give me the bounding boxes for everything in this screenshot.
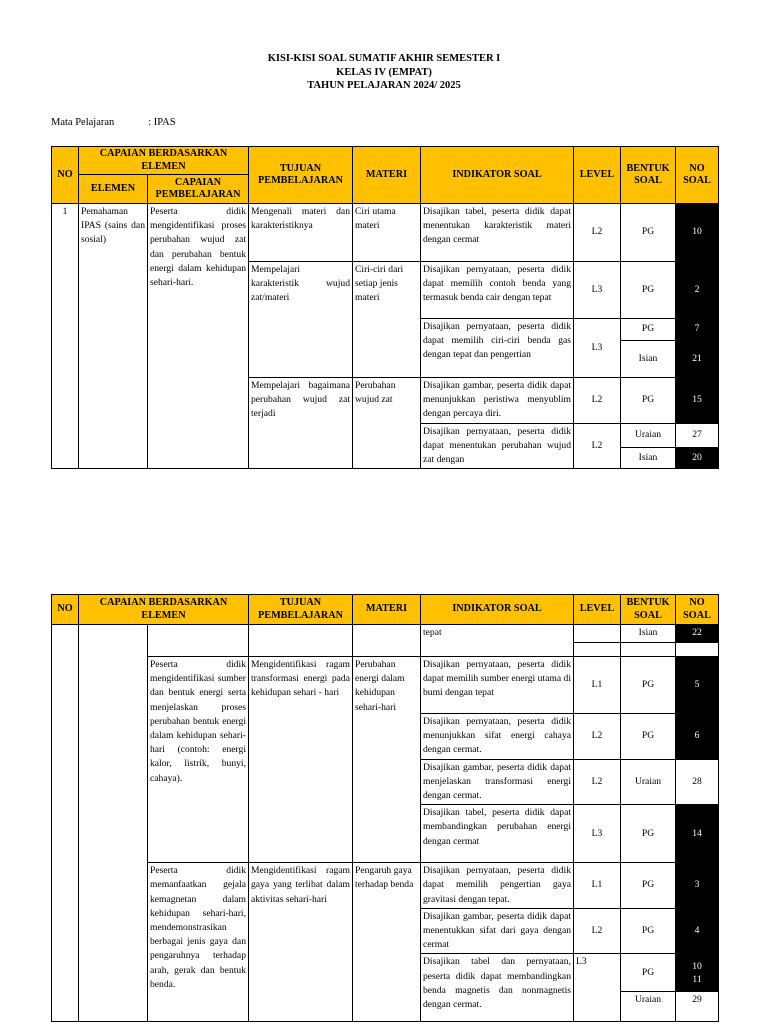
bentuk-cell-empty bbox=[621, 643, 676, 657]
no-soal-cell: 28 bbox=[676, 759, 719, 805]
header-no: NO bbox=[52, 595, 79, 625]
kisi-kisi-table-2 bbox=[51, 594, 719, 1022]
materi-cell: Ciri-ciri dari setiap jenis materi bbox=[353, 262, 421, 378]
no-soal-cell: 10 11 bbox=[676, 954, 719, 992]
bentuk-cell: Uraian bbox=[621, 992, 676, 1022]
indikator-cell: Disajikan gambar, peserta didik dapat menunjukkan peristiwa menyublim dengan percaya diri. bbox=[421, 378, 574, 424]
kisi-kisi-table-1 bbox=[51, 146, 719, 469]
indikator-cell: Disajikan gambar, peserta didik dapat menentukkan sifat dari gaya dengan cermat bbox=[421, 908, 574, 954]
level-cell: L3 bbox=[574, 805, 621, 863]
header-elemen: ELEMEN bbox=[79, 175, 148, 204]
title-line-1: KISI-KISI SOAL SUMATIF AKHIR SEMESTER I bbox=[267, 53, 501, 64]
header-indikator: INDIKATOR SOAL bbox=[421, 147, 574, 204]
no-soal-cell: 3 bbox=[676, 863, 719, 909]
header-no-soal: NO SOAL bbox=[676, 147, 719, 204]
header-no-soal: NO SOAL bbox=[676, 595, 719, 625]
bentuk-cell: PG bbox=[621, 714, 676, 760]
header-capaian: CAPAIAN BERDASARKAN ELEMEN bbox=[79, 147, 249, 175]
indikator-cell: Disajikan pernyataan, peserta didik dapat memilih ciri-ciri benda gas dengan tepat dan pengertian bbox=[421, 319, 574, 378]
indikator-text: Disajikan pernyataan, peserta didik dapat menentukan perubahan wujud zat dengan bbox=[423, 425, 571, 466]
title-line-2: KELAS IV (EMPAT) bbox=[336, 66, 432, 78]
elemen-cell-empty bbox=[79, 625, 148, 1022]
bentuk-cell: PG bbox=[621, 954, 676, 992]
row-number: 1 bbox=[52, 204, 79, 469]
indikator-cell: Disajikan tabel, peserta didik dapat menentukan karakteristik materi dengan cermat bbox=[421, 204, 574, 262]
level-cell: L3 bbox=[574, 319, 621, 378]
tujuan-cell: Mempelajari karakteristik wujud zat/materi bbox=[249, 262, 353, 378]
bentuk-cell: PG bbox=[621, 863, 676, 909]
indikator-cell: Disajikan pernyataan, peserta didik dapat memilih pengertian gaya gravitasi dengan tepat. bbox=[421, 863, 574, 909]
header-bentuk: BENTUK SOAL bbox=[621, 595, 676, 625]
level-cell: L2 bbox=[574, 378, 621, 424]
bentuk-cell: Uraian bbox=[621, 759, 676, 805]
tujuan-cell: Mengidentifikasi ragam gaya yang terlibat dalam aktivitas sehari-hari bbox=[249, 863, 353, 1022]
header-no: NO bbox=[52, 147, 79, 204]
no-soal-cell: 7 bbox=[676, 319, 719, 341]
capaian-cell: Peserta didik mengidentifikasi sumber dan bentuk energi serta menjelaskan proses perubahan bentuk energi dalam kehidupan sehari-hari (contoh: energi kalor, listrik, bunyi, cahaya). bbox=[148, 657, 249, 863]
level-cell: L1 bbox=[574, 657, 621, 714]
header-bentuk: BENTUK SOAL bbox=[621, 147, 676, 204]
header-level: LEVEL bbox=[574, 147, 621, 204]
header-capaian: CAPAIAN BERDASARKAN ELEMEN bbox=[79, 595, 249, 625]
capaian-cell: Peserta didik mengidentifikasi proses perubahan wujud zat dan perubahan bentuk energi dalam kehidupan sehari-hari. bbox=[148, 204, 249, 469]
level-cell-empty bbox=[574, 643, 621, 657]
no-soal-cell: 14 bbox=[676, 805, 719, 863]
level-cell-empty bbox=[574, 625, 621, 643]
tujuan-cell: Mengenali materi dan karakteristiknya bbox=[249, 204, 353, 262]
level-cell: L3 bbox=[574, 262, 621, 319]
level-cell: L2 bbox=[574, 714, 621, 760]
no-soal-cell: 6 bbox=[676, 714, 719, 760]
materi-cell: Perubahan wujud zat bbox=[353, 378, 421, 469]
level-cell: L1 bbox=[574, 863, 621, 909]
bentuk-cell: Isian bbox=[621, 447, 676, 468]
header-indikator: INDIKATOR SOAL bbox=[421, 595, 574, 625]
indikator-cell: Disajikan gambar, peserta didik dapat menjelaskan transformasi energi dengan cermat. bbox=[421, 759, 574, 805]
bentuk-cell: PG bbox=[621, 657, 676, 714]
header-tujuan: TUJUAN PEMBELAJARAN bbox=[249, 147, 353, 204]
level-cell: L2 bbox=[574, 908, 621, 954]
elemen-cell: Pemahaman IPAS (sains dan sosial) bbox=[79, 204, 148, 469]
bentuk-cell: PG bbox=[621, 319, 676, 341]
subject-line bbox=[51, 117, 176, 128]
tujuan-cell-empty bbox=[249, 625, 353, 657]
header-level: LEVEL bbox=[574, 595, 621, 625]
bentuk-cell: PG bbox=[621, 908, 676, 954]
header-tujuan: TUJUAN PEMBELAJARAN bbox=[249, 595, 353, 625]
level-cell: L2 bbox=[574, 423, 621, 468]
subject-label: Mata Pelajaran bbox=[51, 117, 115, 128]
no-soal-cell: 27 bbox=[676, 423, 719, 447]
indikator-cell bbox=[421, 423, 574, 468]
no-soal-cell: 20 bbox=[676, 447, 719, 468]
document-title bbox=[0, 52, 768, 93]
indikator-cell: Disajikan pernyataan, peserta didik dapat memilih sumber energi utama di bumi dengan tepat bbox=[421, 657, 574, 714]
capaian-cell: Peserta didik memanfaatkan gejala kemagnetan dalam kehidupan sehari-hari, mendemonstrasikan berbagai jenis gaya dan pengaruhnya terhadap arah, gerak dan bentuk benda. bbox=[148, 863, 249, 1022]
materi-cell: Pengaruh gaya terhadap benda bbox=[353, 863, 421, 1022]
no-soal-cell: 29 bbox=[676, 992, 719, 1022]
indikator-cell: tepat bbox=[421, 625, 574, 657]
bentuk-cell: Isian bbox=[621, 625, 676, 643]
no-soal-cell: 15 bbox=[676, 378, 719, 424]
indikator-cell: Disajikan tabel dan pernyataan, peserta didik dapat membandingkan benda magnetis dan nonmagnetis dengan cermat. bbox=[421, 954, 574, 1022]
subject-value: : IPAS bbox=[148, 117, 176, 128]
materi-cell: Ciri utama materi bbox=[353, 204, 421, 262]
indikator-cell: Disajikan tabel, peserta didik dapat membandingkan perubahan energi dengan cermat bbox=[421, 805, 574, 863]
title-line-3: TAHUN PELAJARAN 2024/ 2025 bbox=[307, 80, 461, 91]
no-soal-cell: 2 bbox=[676, 262, 719, 319]
materi-cell: Perubahan energi dalam kehidupan sehari-hari bbox=[353, 657, 421, 863]
bentuk-cell: Uraian bbox=[621, 423, 676, 447]
no-soal-cell: 22 bbox=[676, 625, 719, 643]
capaian-cell-empty bbox=[148, 625, 249, 657]
level-cell: L2 bbox=[574, 759, 621, 805]
tujuan-cell: Mempelajari bagaimana perubahan wujud zat terjadi bbox=[249, 378, 353, 469]
no-soal-cell-empty bbox=[676, 643, 719, 657]
header-materi: MATERI bbox=[353, 147, 421, 204]
no-soal-cell: 5 bbox=[676, 657, 719, 714]
no-cell-empty bbox=[52, 625, 79, 1022]
no-soal-cell: 10 bbox=[676, 204, 719, 262]
level-cell: L3 bbox=[574, 954, 621, 1022]
no-soal-cell: 21 bbox=[676, 341, 719, 378]
indikator-cell: Disajikan pernyataan, peserta didik menunjukkan sifat energi cahaya dengan cermat. bbox=[421, 714, 574, 760]
bentuk-cell: PG bbox=[621, 805, 676, 863]
indikator-cell: Disajikan pernyataan, peserta didik dapat memilih contoh benda yang termasuk benda cair dengan tepat bbox=[421, 262, 574, 319]
bentuk-cell: PG bbox=[621, 204, 676, 262]
header-capaian-pembelajaran: CAPAIAN PEMBELAJARAN bbox=[148, 175, 249, 204]
bentuk-cell: PG bbox=[621, 378, 676, 424]
no-soal-cell: 4 bbox=[676, 908, 719, 954]
bentuk-cell: PG bbox=[621, 262, 676, 319]
bentuk-cell: Isian bbox=[621, 341, 676, 378]
header-materi: MATERI bbox=[353, 595, 421, 625]
level-cell: L2 bbox=[574, 204, 621, 262]
tujuan-cell: Mengidentifikasi ragam transformasi energi pada kehidupan sehari - hari bbox=[249, 657, 353, 863]
materi-cell-empty bbox=[353, 625, 421, 657]
